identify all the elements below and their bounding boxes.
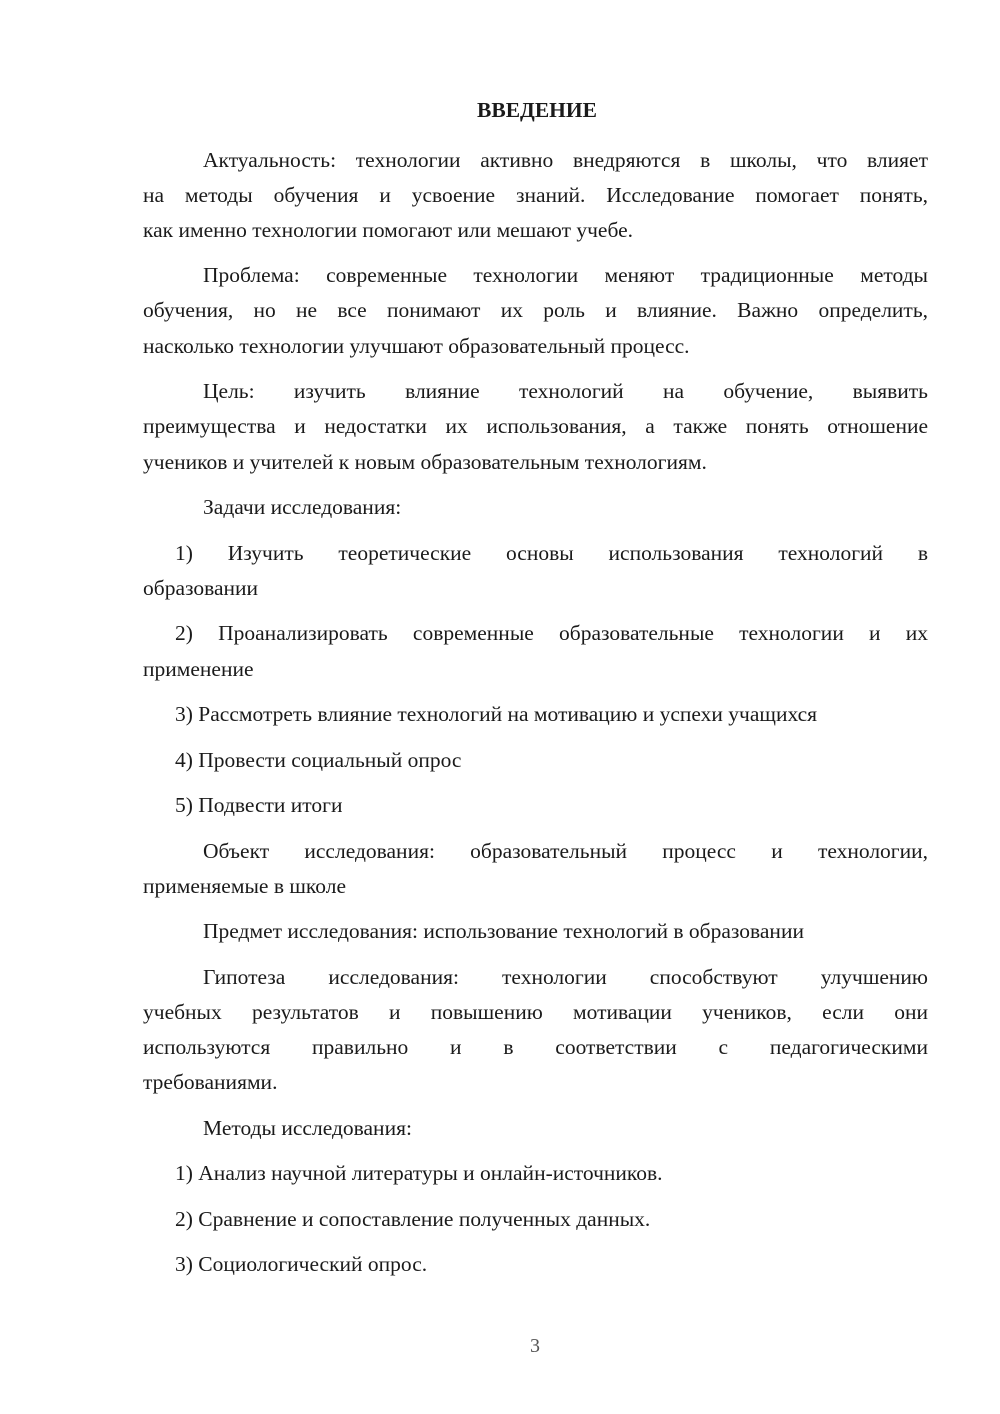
hypothesis-line-2: учебных результатов и повышению мотивации учеников, если они: [143, 1000, 928, 1024]
task-3: 3) Рассмотреть влияние технологий на мотивацию и успехи учащихся: [175, 702, 818, 726]
task-5: 5) Подвести итоги: [175, 793, 343, 817]
task-1-line-2: образовании: [143, 576, 259, 600]
object-line-1: Объект исследования: образовательный процесс и технологии,: [203, 839, 928, 863]
method-3: 3) Социологический опрос.: [175, 1252, 428, 1276]
problem-line-2: обучения, но не все понимают их роль и влияние. Важно определить,: [143, 298, 928, 322]
hypothesis-line-4: требованиями.: [143, 1070, 278, 1094]
page-number: 3: [530, 1335, 540, 1357]
methods-heading: Методы исследования:: [203, 1116, 412, 1140]
task-2-line-1: 2) Проанализировать современные образовательные технологии и их: [175, 621, 928, 645]
task-2-line-2: применение: [143, 657, 254, 681]
goal-line-3: учеников и учителей к новым образовательным технологиям.: [143, 450, 707, 474]
goal-line-2: преимущества и недостатки их использования, а также понять отношение: [143, 414, 928, 438]
relevance-line-1: Актуальность: технологии активно внедряются в школы, что влияет: [203, 148, 928, 172]
problem-line-3: насколько технологии улучшают образовательный процесс.: [143, 334, 690, 358]
goal-line-1: Цель: изучить влияние технологий на обучение, выявить: [203, 379, 928, 403]
relevance-line-3: как именно технологии помогают или мешают учебе.: [143, 218, 634, 242]
task-4: 4) Провести социальный опрос: [175, 748, 462, 772]
method-1: 1) Анализ научной литературы и онлайн-источников.: [175, 1161, 663, 1185]
tasks-heading: Задачи исследования:: [203, 495, 402, 519]
subject-line: Предмет исследования: использование технологий в образовании: [203, 919, 804, 943]
hypothesis-line-3: используются правильно и в соответствии с педагогическими: [143, 1035, 928, 1059]
method-2: 2) Сравнение и сопоставление полученных данных.: [175, 1207, 651, 1231]
task-1-line-1: 1) Изучить теоретические основы использования технологий в: [175, 541, 928, 565]
relevance-line-2: на методы обучения и усвоение знаний. Исследование помогает понять,: [143, 183, 928, 207]
section-title: ВВЕДЕНИЕ: [477, 98, 597, 122]
problem-line-1: Проблема: современные технологии меняют традиционные методы: [203, 263, 928, 287]
hypothesis-line-1: Гипотеза исследования: технологии способствуют улучшению: [203, 965, 928, 989]
object-line-2: применяемые в школе: [143, 874, 346, 898]
